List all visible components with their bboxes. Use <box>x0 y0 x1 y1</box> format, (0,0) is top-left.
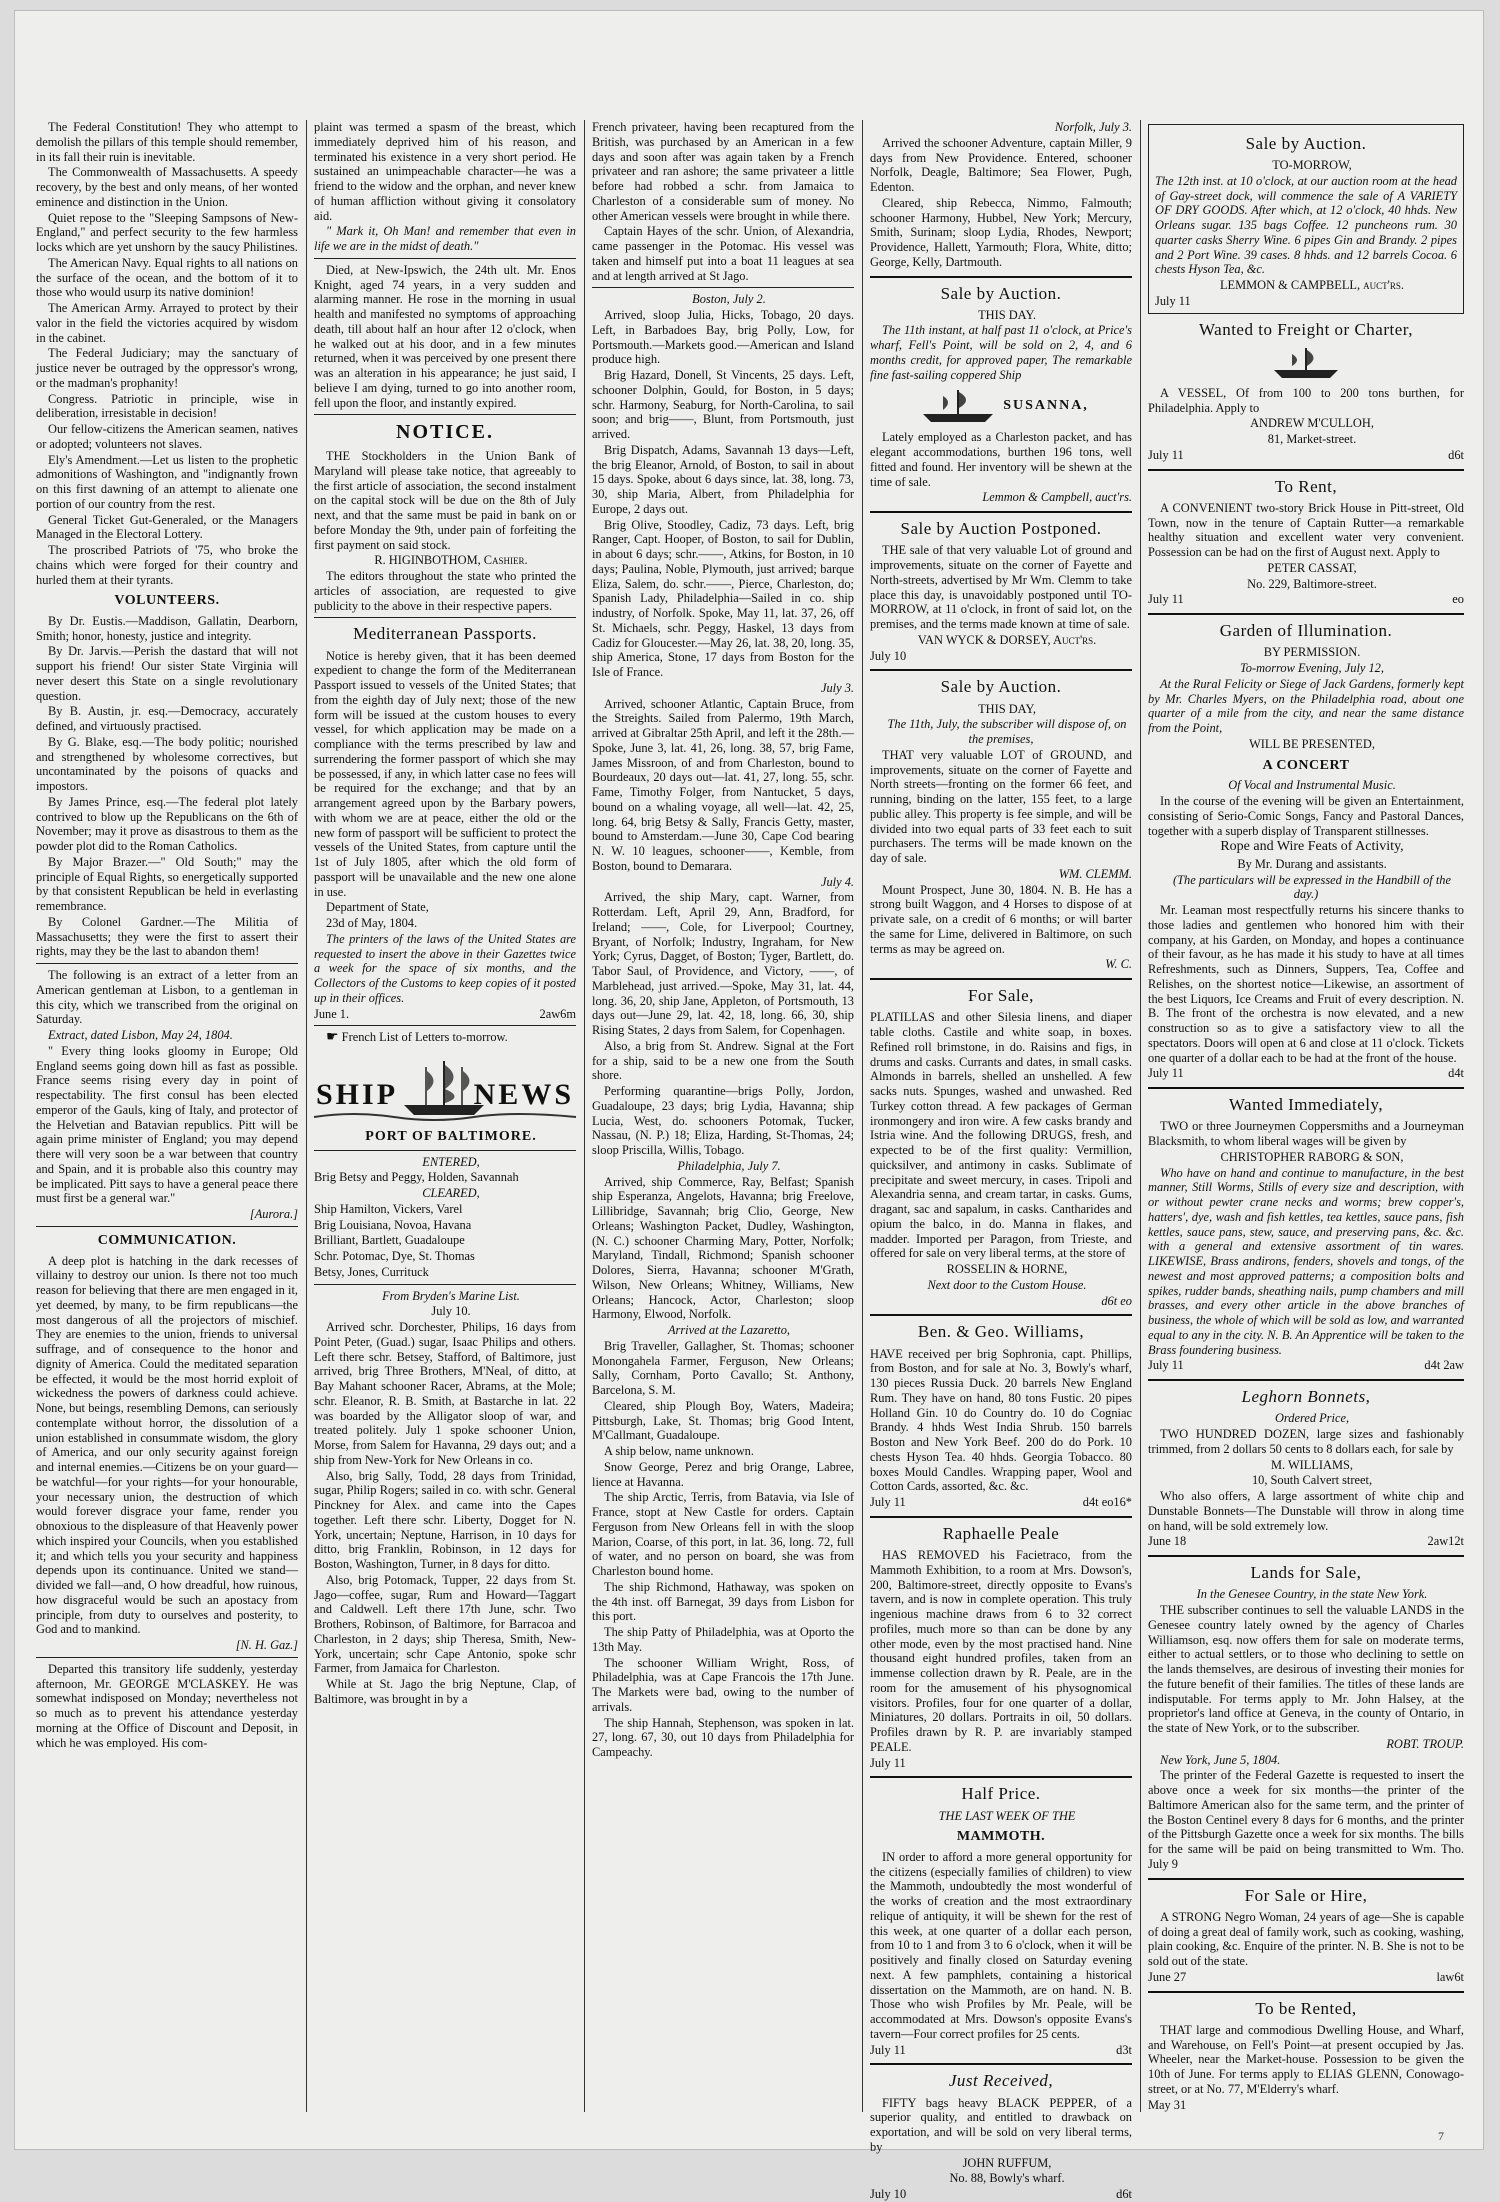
garden-will: WILL BE PRESENTED, <box>1249 736 1375 751</box>
for-sale-signature: ROSSELIN & HORNE, <box>946 1262 1068 1277</box>
half-price-heading: Half Price. <box>961 1784 1041 1804</box>
volunteer-toast: By Dr. Jarvis.—Perish the dastard that will not support his friend! Our sister State Virginia will never desert this State on a single revolutionary question. <box>36 644 298 703</box>
volunteers-heading: VOLUNTEERS. <box>114 593 220 609</box>
banner-news-text: NEWS <box>473 1077 574 1111</box>
notice-heading: NOTICE. <box>396 421 494 444</box>
column-2 <box>314 120 576 2112</box>
ship-news-banner <box>314 1053 576 1123</box>
passports-printers: The printers of the laws of the United States are requested to insert the above in their Gazettes twice a week for the space of six months, and the Collectors of the Customs to keep copies of it posted up in their offices. <box>314 931 576 1005</box>
hire-heading: For Sale or Hire, <box>1244 1885 1368 1905</box>
garden-rope: Rope and Wire Feats of Activity, <box>1220 839 1404 855</box>
mammoth-footer: July 11 d3t <box>870 2042 1132 2057</box>
lands-date: New York, June 5, 1804. <box>1160 1752 1281 1767</box>
entered-heading: ENTERED, <box>422 1154 480 1169</box>
boston-report: Brig Olive, Stoodley, Cadiz, 73 days. Left, brig Ranger, Capt. Hooper, of Boston, to sail for Dublin, in about 6 days; schr.——, Atkins, for Boston, in 10 days; Paulina, Noble, Plymouth, just arrived; barque Eliza, Salem, do. schr.——, Pierce, Charleston, do; Spanish Lady, Philadelphia—Sailed in co. ship industry, of Norfolk. Spoke, May 11, lat. 37, 26, off St. Michaels, schr. Peggy, Haskel, 13 days from Cadiz for Gloucester.—May 26, lat. 38, 20, long. 35, ship America, Stone, 17 days from Boston for the Isle of France. <box>592 517 854 679</box>
auction-heading: Sale by Auction. <box>940 283 1062 303</box>
page-number: 7 <box>1438 2129 1444 2143</box>
notice-signature: R. HIGINBOTHOM, Cashier. <box>374 553 528 568</box>
boston-report: Arrived, the ship Mary, capt. Warner, from Rotterdam. Left, April 29, Ann, Bradford, for Ireland; ——, Cole, for Liverpool; Courtney, Bryant, of Norfolk; Industry, Ingraham, for New York; Cyrus, Dagget, of Boston; Tyger, Bartlett, do. Tabor Saul, of Providence, and Victory, ——, of Marblehead, just arrived.—Spoke, May 31, lat. 44, long. 36, 20, ship Jane, Appleton, of Portsmouth, 13 days out—June 29, lat. 42, 18, long. 66, 30, ship Rising States, 2 days from Salem, for Copenhagen. <box>592 890 854 1037</box>
marine-report: Arrived schr. Dorchester, Philips, 16 days from Point Peter, (Guad.) sugar, Isaac Philips and others. Left there schr. Betsey, Stafford, of Baltimore, just arrived, brig Three Brothers, M'Neal, of ditto, at Bay Mahant schooner Racer, Abrams, at the Mole; schr. Eleanor, R. B. Smith, at Bastarche in lat. 22 was boarded by the Alligator sloop of war, and treated politely. July 1 spoke schooner Union, Morse, from Salem for Havanna, 29 days out; and a ship from New-York for New Orleans in co. <box>314 1320 576 1467</box>
ship-icon <box>870 386 1132 426</box>
rent-body: A CONVENIENT two-story Brick House in Pitt-street, Old Town, now in the tenure of Captain Rutter—a remarkable healthy situation and excellent water very convenient. Possession can be had on the first of August next. Apply to <box>1148 500 1464 560</box>
hannah-report: The ship Hannah, Stephenson, was spoken in lat. 27, long. 67, 30, out 10 days from Philadelphia for Campeachy. <box>592 1715 854 1759</box>
volunteer-toast: By B. Austin, jr. esq.—Democracy, accurately defined, and virtuously practised. <box>36 704 298 734</box>
toast: The Commonwealth of Massachusetts. A speedy recovery, by the best and only means, of her wonted eminence and distinction in the Union. <box>36 165 298 209</box>
boston-report: Also, a brig from St. Andrew. Signal at the Fort for a ship, said to be a new one from the South shore. <box>592 1038 854 1083</box>
communication-source: [N. H. Gaz.] <box>235 1638 298 1653</box>
cleared-report: Cleared, ship Plough Boy, Waters, Madeira; Pittsburgh, Lake, St. Thomas; brig Good Intent, M'Callmant, Guadaloupe. <box>592 1398 854 1443</box>
death-notice: Died, at New-Ipswich, the 24th ult. Mr. Enos Knight, aged 74 years, in a very sudden and alarming manner. He rose in the morning in usual health and manifested no symptoms of approaching death, till about half an hour after 12 o'clock, when he walked out at his door, and in a few minutes returned, when it was perceived by one present there was an alteration in his appearance; he just said, I believe I am dying, turned to go into another room, fell upon the floor, and instantly expired. <box>314 262 576 410</box>
auction-day: TO-MORROW, <box>1272 158 1352 173</box>
philadelphia-heading: Philadelphia, July 7. <box>677 1158 781 1173</box>
column-4 <box>870 120 1132 2202</box>
passports-body: Notice is hereby given, that it has been deemed expedient to change the form of the Mediterranean Passport issued to vessels of the United States; that from the eighth day of July next; those of the new form will be issued at the custom houses to every vessel, for which application may be made on a compliance with the terms prescribed by law and surrendering the former passport of which she may be possessed, if any, in which latter case no fees will be required for the exchange; and that by an arrangement agreed upon by the Barbary powers, with whom we are at peace, either the old or the new form of passport will be sufficient to protect the vessels of the United States, from capture until the 1st of July 1805, after which the old form of passport will be unavailable and the new one alone in use. <box>314 648 576 899</box>
leghorn-body: Who also offers, A large assortment of white chip and Dunstable Bonnets—The Dunstable will throw in along time on hand, will be sold extremely low. <box>1148 1489 1464 1533</box>
lands-body: THE subscriber continues to sell the valuable LANDS in the Genesee country lately owned by the agency of Charles Williamson, esq. now offers them for sale on moderate terms, either to actual settlers, or to those who declining to settle on the lands themselves, are desirous of investing their monies for the future benefit of their families. The titles of these lands are indisputable. For terms apply to Mr. John Halsey, at the proprietor's land office at Geneva, in the county of Ontario, in the state of New York, or to the subscriber. <box>1148 1603 1464 1736</box>
marine-report: Also, brig Sally, Todd, 28 days from Trinidad, sugar, Philip Rogers; sailed in co. with schr. General Pinckney for Alex. and came into the Capes together. Left there schr. Liberty, Dogget for N. York, uncertain; Neptune, Harrison, in 10 days for ditto, brig Franklin, Robinson, in 12 days for Boston, Washington, Turner, in 8 days for ditto. <box>314 1468 576 1572</box>
cleared-item: Schr. Potomac, Dye, St. Thomas <box>314 1249 475 1264</box>
williams-footer: July 11 d4t eo16* <box>870 1495 1132 1510</box>
boston-report: Performing quarantine—brigs Polly, Jordon, Guadaloupe, 23 days; brig Lydia, Havanna; ship Lucia, West, do. schooners Potomak, Tucker, Nassau, (N. P.) 18; Eliza, Harding, St-Thomas, 24; sloop Priscilla, Willis, Tobago. <box>592 1084 854 1157</box>
leghorn-location: 10, South Calvert street, <box>1251 1473 1373 1488</box>
volunteer-toast: By James Prince, esq.—The federal plot lately contrived to blow up the Republicans on the 6th of November; may it prove as disastrous to them as the powder plot did to the Roman Catholics. <box>36 794 298 854</box>
arctic-report: The ship Arctic, Terris, from Batavia, via Isle of France, stopt at New Castle for orders. Captain Ferguson from New Orleans fell in with the sloop Marion, Coarse, of this port, in lat. 36, long. 72, full of water, and no person on board, she was from Charleston bound home. <box>592 1490 854 1578</box>
for-sale-heading: For Sale, <box>968 986 1034 1006</box>
garden-body: Mr. Leaman most respectfully returns his sincere thanks to those ladies and gentlemen who honored him with their company, at his Garden, on Monday, and hopes a continuance of their favour, as he has made it his study to have at all times Refreshments, such as Dinners, Suppers, Tea, Coffee and Relishes, on the shortest notice—Likewise, an assortment of the best Liquors, Ice Creams and Fruit of every description. N. B. The front of the orchestra is now elevated, and a new construction so as to give a satisfactory view to all the spectators. Doors will open at 6 and close at 11 o'clock. Tickets one quarter of a dollar each to be had at the front of the house. <box>1148 903 1464 1065</box>
toast: Quiet repose to the "Sleeping Sampsons of New-England," and perfect security to the few harmless locks which are yet unshorn by the saucy Philistines. <box>36 210 298 254</box>
williams-heading: Ben. & Geo. Williams, <box>917 1322 1085 1342</box>
auction-body: The 11th instant, at half past 11 o'clock, at Price's wharf, Fell's Point, will be sold on 2, 4, and 6 months credit, for approved paper, The remarkable fine fast-sailing coppered Ship <box>870 323 1132 382</box>
boston-report: Arrived, schooner Atlantic, Captain Bruce, from the Streights. Sailed from Palermo, 19th March, arrived at Gibraltar 25th April, and left it the 28th.—Spoke, June 3, lat. 41, 26, long. 38, 57, brig Fame, James Missroon, of and from Charleston, bound to Bourdeaux, 20 days out—lat. 41, 27, long. 55, schr. Fame, Timothy Folger, from Nantucket, 5 days, bound on a whaling voyage, all well—lat. 42, 25, long. 64, brig Betsy & Sally, Francis Getty, master, bound to Amsterdam.—June 30, Cape Cod bearing N. W. 10 leagues, schooner——, Kemble, from Boston, bound to Demarara. <box>592 696 854 873</box>
toast: The Federal Constitution! They who attempt to demolish the pillars of this temple should remember, in its fall their ruin is inevitable. <box>36 120 298 164</box>
volunteer-toast: By Major Brazer.—" Old South;" may the principle of Equal Rights, so energetically supported by that consistent Republican be held in everlasting remembrance. <box>36 854 298 914</box>
cleared-heading: CLEARED, <box>422 1186 480 1201</box>
passports-heading: Mediterranean Passports. <box>353 624 537 644</box>
garden-heading: Garden of Illumination. <box>1219 621 1393 641</box>
peale-heading: Raphaelle Peale <box>942 1523 1060 1543</box>
postponed-heading: Sale by Auction Postponed. <box>900 519 1102 539</box>
auction-box <box>1148 124 1464 314</box>
wanted-heading: Wanted Immediately, <box>1228 1095 1384 1115</box>
volunteer-toast: By Colonel Gardner.—The Militia of Massachusetts; they were the first to assert their rights, may they be the last to abandon them! <box>36 914 298 959</box>
postponed-date: July 10 <box>870 648 907 663</box>
just-received-heading: Just Received, <box>948 2071 1054 2091</box>
boston-report: Arrived, sloop Julia, Hicks, Tobago, 20 days. Left, in Barbadoes Bay, brig Polly, Low, for Portsmouth.—Markets good.—American and Island produce high. <box>592 308 854 367</box>
rented-heading: To be Rented, <box>1255 1998 1357 2018</box>
volunteer-toast: By Dr. Eustis.—Maddison, Gallatin, Dearborn, Smith; honor, honesty, justice and integrity. <box>36 613 298 643</box>
hayes-report: Captain Hayes of the schr. Union, of Alexandria, came passenger in the Potomac. His vessel was taken and himself put into a boat 11 leagues at sea and at length arrived at St Jago. <box>592 224 854 283</box>
lazaretto-heading: Arrived at the Lazaretto, <box>667 1323 791 1337</box>
garden-by: By Mr. Durang and assistants. <box>1237 856 1387 871</box>
auction-code: W. C. <box>1105 957 1132 972</box>
marine-report: Also, brig Potomack, Tupper, 22 days from St. Jago—coffee, sugar, Rum and Howard—Taggart and Caldwell. Left there 17th June, schr. Two Brothers, Robinson, of Baltimore, for Barracoa and Charleston, in 2 days; ship Theresa, Smith, New-York, uncertain; schr Cape Antonio, spoke schr Farmer, from Jamaica for Charleston. <box>314 1572 576 1676</box>
postponed-signature: VAN WYCK & DORSEY, Auct'rs. <box>917 632 1097 647</box>
garden-body: In the course of the evening will be given an Entertainment, consisting of Serio-Comic Songs, Fancy and Pastoral Dances, together with a superb display of Transparent stillnesses. <box>1148 794 1464 838</box>
postponed-body: THE sale of that very valuable Lot of ground and improvements, situate on the corner of Fayette and North-streets, advertised by Mr Wm. Clemm to take place this day, is unavoidably postponed until TO-MORROW, at 11 o'clock, in front of said lot, on the premises, and the terms made known at time of sale. <box>870 543 1132 632</box>
lisbon-letter: " Every thing looks gloomy in Europe; Old England seems going down hill as fast as possible. France seems rising every day in point of respectability. The first consul has been elected emperor of the Gauls, king of Italy, and protector of the Helvetian and Batavian republics. Pitt will be again prime minister of England; you may depend there will very soon be a war between that country and Spain, and it is probable also this country may be implicated. Pitt says to have a general peace there must first be a general war." <box>36 1043 298 1206</box>
auction-date: July 11 <box>1155 293 1191 308</box>
rented-body: THAT large and commodious Dwelling House, and Wharf, and Warehouse, on Fell's Point—at present occupied by Jas. Wheeler, near the Market-house. Possession to be given the 10th of June. For terms apply to ELIAS GLENN, Conowago-street, or at No. 77, M'Elderry's wharf. <box>1148 2022 1464 2096</box>
for-sale-location: Next door to the Custom House. <box>927 1277 1087 1292</box>
freight-body: A VESSEL, Of from 100 to 200 tons burthen, for Philadelphia. Apply to <box>1148 385 1464 415</box>
toast: General Ticket Gut-Generaled, or the Managers Managed in the Electoral Lottery. <box>36 512 298 542</box>
entered-list: Brig Betsy and Peggy, Holden, Savannah <box>314 1170 519 1185</box>
obituary-verse: " Mark it, Oh Man! and remember that even in life we are in the midst of death." <box>314 224 576 253</box>
freight-heading: Wanted to Freight or Charter, <box>1198 319 1414 339</box>
wanted-body: Who have on hand and continue to manufacture, in the best manner, Still Worms, Stills of every size and description, with or without pewter crane necks and worms; brew copper's, hatters', dye, wash and fish kettles, tea kettles, sauce pans, fish kettles, sauce pans, stew, sauce, and preserving pans, &c. &c. with a general and extensive assortment of tin wares. LIKEWISE, Brass andirons, fenders, shovels and tongs, of the newest and most approved patterns; a composition bolts and spikes, rudder bands, sheathing nails, pump chambers and mill brasses, and every other article in the above branches of business, the whole of which will be sold as low, and warranted equal to any in the city. N. B. An Apprentice will be taken to the Brass foundering business. <box>1148 1165 1464 1357</box>
boston-report: Brig Hazard, Donell, St Vincents, 25 days. Left, schooner Dolphin, Gould, for Boston, in 5 days; schr. Harmony, Seaburg, for North-Carolina, to sail soon; and brig——, Blunt, from Portsmouth, just arrived. <box>592 368 854 441</box>
cleared-item: Ship Hamilton, Vickers, Varel <box>314 1201 463 1216</box>
auction-signature: WM. CLEMM. <box>1058 866 1132 881</box>
cleared-item: Brilliant, Bartlett, Guadaloupe <box>314 1233 465 1248</box>
toast: Congress. Patriotic in principle, wise in deliberation, irresistable in decision! <box>36 391 298 421</box>
notice-note: The editors throughout the state who printed the articles of association, are requested to give publicity to the above in their respective papers. <box>314 569 576 613</box>
auction-lead: The 11th, July, the subscriber will dispose of, on the premises, <box>887 717 1127 747</box>
peale-body: HAS REMOVED his Facietraco, from the Mammoth Exhibition, to a room at Mrs. Dowson's, 200, Baltimore-street, directly opposite to Evans's tavern, and is now in complete operation. This truly ingenious machine draws from 6 to 32 correct profiles, much more so than can be done by any other mode, even by the most practised hand. Nine thousand eight hundred profiles, taken from an immense collection drawn by R. Peale, are in the room for the amusement of his physognomical visitors. Profiles, four for one quarter of a dollar, Miniatures, 20 dollars. Portraits in oil, 50 dollars. Profiles drawn by R. P. are invariably stamped PEALE. <box>870 1548 1132 1754</box>
cleared-item: Betsy, Jones, Currituck <box>314 1264 429 1279</box>
leghorn-heading: Leghorn Bonnets, <box>1241 1387 1371 1407</box>
passports-date: 23d of May, 1804. <box>326 916 418 931</box>
pepper-signature: JOHN RUFFUM, <box>962 2155 1052 2170</box>
rent-location: No. 229, Baltimore-street. <box>1247 576 1377 591</box>
ship-name: SUSANNA, <box>1003 398 1089 414</box>
for-sale-list: PLATILLAS and other Silesia linens, and diaper table cloths. Castile and white soap, in boxes. Refined roll brimstone, in do. Raisins and figs, in drums and casks. Currants and dates, in small casks. Almonds in barrels, shelled an unshelled. A few sacks nuts. Spunges, washed and unwashed. Red Turkey cotton thread. A few packages of German ironmongery and iron wire. A few casks brandy and Istria wine. And the following DRUGS, fresh, and expected to be of the first quality: Vermillion, quicksilver, and antimony in casks. Sublimate of precipitate and sweet mercury, in cases. Tripoli and Alexandria senna, and cream tartar, in casks. Gums, dragant, sac and sapalum, in casks. Cantharides and opium the balco, in do. Manna in flakes, and madder. Imported per Paragon, from Trieste, and offered for sale on very liberal terms, at the store of <box>870 1010 1132 1261</box>
mammoth-title: MAMMOTH. <box>956 1829 1046 1845</box>
auction-body: Lately employed as a Charleston packet, and has elegant accommodations, burthen 196 tons, well fitted and found. Her inventory will be shewn at the time of sale. <box>870 430 1132 489</box>
marine-list-heading: From Bryden's Marine List. <box>382 1288 520 1303</box>
privateer-report: French privateer, having been recaptured from the British, was purchased by an American in a few days and soon after was again taken by a French privateer and ran ashore; the same privateer a little before had robbed a schr. from Jamaica to Charleston of a considerable sum of money. No other American vessels were brought in while there. <box>592 120 854 223</box>
rent-footer: July 11 eo <box>1148 592 1464 607</box>
column-5 <box>1148 120 1464 2112</box>
auction-body: The 12th inst. at 10 o'clock, at our auction room at the head of Gay-street dock, will commence the sale of A VARIETY OF DRY GOODS. After which, at 12 o'clock, 40 hhds. New Orleans sugar. 135 bags Coffee. 12 puncheons rum. 30 quarter casks Sherry Wine. 6 pipes Gin and Brandy. 2 pipes and 2 Port Wine. 39 cases. 8 hhds. and 12 barrels Cocoa. 6 chests Hyson Tea, &c. <box>1155 173 1457 277</box>
snow-report: Snow George, Perez and brig Orange, Labree, lience at Havanna. <box>592 1459 854 1489</box>
auction-heading: Sale by Auction. <box>940 677 1062 697</box>
boston-date: July 4. <box>820 874 854 889</box>
toast: Ely's Amendment.—Let us listen to the prophetic admonitions of Washington, and "indignantly frown on this first dawning of an attempt to alienate one portion of our country from the rest. <box>36 452 298 511</box>
lands-sub: In the Genesee Country, in the state New York. <box>1196 1587 1428 1602</box>
lisbon-intro: The following is an extract of a letter from an American gentleman at Lisbon, to a gentleman in this city, which we transcribed from the original on Saturday. <box>36 968 298 1027</box>
norfolk-report: Arrived the schooner Adventure, captain Miller, 9 days from New Providence. Entered, schooner Norfolk, Deagle, Baltimore; Sea Flower, Pugh, Edenton. <box>870 135 1132 194</box>
mammoth-body: IN order to afford a more general opportunity for the citizens (especially families of children) to view the Mammoth, undoubtedly the most wonderful of the works of creation and the most extraordinary relique of antiquity, it will be shewn for the rest of this week, at one quarter of a dollar each person, from 10 to 1 and from 3 to 6 o'clock, when it will be positively and finally closed on Saturday evening next. A few pamphlets, containing a historical dissertation on the Mammoth, are on hand. N. B. Those who wish Profiles by Mr. Peale, will be accommodated at Mrs. Dowson's opposite Evans's tavern—Four correct profiles for 25 cents. <box>870 1849 1132 2041</box>
boston-date: July 3. <box>820 680 854 695</box>
rented-date: May 31 <box>1148 2097 1187 2112</box>
lisbon-source: [Aurora.] <box>249 1207 298 1222</box>
peale-date: July 11 <box>870 1755 906 1770</box>
communication-body: A deep plot is hatching in the dark recesses of villainy to destroy our union. Is there not too much reason for believing that there are men engaged in it, yet deemed, by many, to be firm republicans—the most dangerous of all the projectors of mischief. They are enemies to the union, friends to universal suffrage, and of consequence to the honor and dignity of America. Could the meditated separation be effected, it would be the most horrid exploit of wickedness the powers of darkness could achieve. None, but beings, resembling Demons, can seriously contemplate without horror, the dissolution of a union established in consummate wisdom, the glory of America, and our only security against foreign and internal enemies.—Citizens be on your guard—be watchful—for your rights—for your honourable, your necessary union, the destruction of which would forever disgrace your fame, render you obnoxious to the displeasure of that Heavenly power which inspired your Councils, when you established it; and which tells you your security and happiness depends upon its continuance. United we stand—divided we fall—and, O how dreadful, how ruinous, how disgraceful would be such an apostacy from principle, from duty to ourselves and posterity, to God and to mankind. <box>36 1253 298 1637</box>
pepper-location: No. 88, Bowly's wharf. <box>949 2171 1065 2186</box>
williams-body: HAVE received per brig Sophronia, capt. Phillips, from Boston, and for sale at No. 3, Bowly's wharf, 130 pieces Russia Duck. 20 barrels New England Rum. They have on hand, 80 tons Fustic. 20 pipes Holland Gin. 10 do Country do. 10 do Cogniac Brandy. 4 hhds West India Shrub. 150 barrels Boston and New York Beef. 200 do do Pork. 10 chests Hyson Tea. 40 hhds. Georgia Tobacco. 80 boxes Mould Candles. Wrapping paper, Wool and Cotton Cards, assorted, &c. &c. <box>870 1346 1132 1494</box>
lands-signature: ROBT. TROUP. <box>1386 1736 1464 1751</box>
pepper-body: FIFTY bags heavy BLACK PEPPER, of a superior quality, and entitled to drawback on exportation, and will be sold on very liberal terms, by <box>870 2095 1132 2154</box>
pointing-hand-icon: ☛ <box>326 1030 339 1046</box>
obituary-continued: plaint was termed a spasm of the breast, which immediately deprived him of his reason, and terminated his existence in a very short period. He sustained an unimpeachable character—he was a friend to the widow and the orphan, and never knew of human affliction without giving it consolatory aid. <box>314 120 576 223</box>
ship-below: A ship below, name unknown. <box>604 1444 754 1458</box>
garden-location: At the Rural Felicity or Siege of Jack Gardens, formerly kept by Mr. Charles Myers, on the Philadelphia road, about one quarter of a mile from the city, and near the same distance from the Point, <box>1148 676 1464 736</box>
rent-heading: To Rent, <box>1274 476 1338 496</box>
toast: Our fellow-citizens the American seamen, natives or adopted; volunteers not slaves. <box>36 422 298 451</box>
half-price-sub: THE LAST WEEK OF THE <box>938 1808 1076 1823</box>
auction-note: Mount Prospect, June 30, 1804. N. B. He has a strong built Waggon, and 4 Horses to dispose of at private sale, on a credit of 6 months; or will barter the same for Lime, delivered in Baltimore, on such terms as may be agreed on. <box>870 882 1132 956</box>
philadelphia-report: Arrived, ship Commerce, Ray, Belfast; Spanish ship Esperanza, Angelots, Havanna; brig Freelove, Lillibridge, Savannah; brig Clio, George, New Orleans; Washington Packet, Dudley, Washington, (N. C.) schooner Charming Mary, Potter, Norfolk; Maryland, Tindall, Richmond; Spanish schooner Dolores, Sierra, Havanna; schooner M'Grath, Wilson, New Orleans; Whitney, Williams, New Orleans; Hancock, Actor, Charleston; sloop Harmony, Elwood, Norfolk. <box>592 1174 854 1322</box>
wanted-signature: CHRISTOPHER RABORG & SON, <box>1220 1149 1404 1164</box>
column-3 <box>592 120 854 2112</box>
volunteer-toast: By G. Blake, esq.—The body politic; nourished and strengthened by wholesome correctives, but uncontaminated by the poisons of quacks and impostors. <box>36 734 298 794</box>
richmond-report: The ship Richmond, Hathaway, was spoken on the 4th inst. off Barnegat, 39 days from Lisbon for this port. <box>592 1579 854 1624</box>
notice-body: THE Stockholders in the Union Bank of Maryland will please take notice, that agreeably to the first article of association, the second instalment on the capital stock will be due on the 8th of July next, and that the same must be paid in bank on or before Monday the 9th, under pain of forfeiting the first payment on said stock. <box>314 449 576 552</box>
garden-particulars: (The particulars will be expressed in the Handbill of the day.) <box>1173 872 1451 902</box>
norfolk-report: Cleared, ship Rebecca, Nimmo, Falmouth; schooner Harmony, Hubbel, New York; Mercury, Smith, Surinam; sloop Lydia, Rhodes, Newport; Providence, Hallett, Yarmouth; Flora, White, ditto; George, Kelly, Dartmouth. <box>870 195 1132 269</box>
passports-footer: June 1. 2aw6m <box>314 1006 576 1021</box>
freight-signature: ANDREW M'CULLOH, <box>1250 416 1374 431</box>
auction-day: THIS DAY, <box>978 701 1036 716</box>
communication-heading: COMMUNICATION. <box>97 1232 237 1248</box>
for-sale-code: d6t eo <box>1101 1293 1132 1308</box>
toast: The American Navy. Equal rights to all nations on the surface of the ocean, and the bottom of it to those who would usurp its native dominion! <box>36 255 298 300</box>
hire-body: A STRONG Negro Woman, 24 years of age—She is capable of doing a great deal of family work, such as cooking, washing, plain cooking, &c. Enquire of the printer. N. B. She is not to be sold out of the state. <box>1148 1909 1464 1969</box>
boston-report: Brig Dispatch, Adams, Savannah 13 days—Left, the brig Eleanor, Arnold, of Boston, to sail in about 15 days. Spoke, about 6 days since, lat. 38, long. 73, 30, ship Maria, Albert, from Philadelphia for Europe, 2 days out. <box>592 442 854 516</box>
newspaper-page <box>14 10 1484 2202</box>
leghorn-signature: M. WILLIAMS, <box>1270 1457 1354 1472</box>
auction-day: THIS DAY. <box>978 307 1036 322</box>
concert-title: A CONCERT <box>1262 757 1350 773</box>
marine-date: July 10. <box>431 1304 471 1319</box>
garden-date: To-morrow Evening, July 12, <box>1240 661 1384 676</box>
leghorn-body: TWO HUNDRED DOZEN, large sizes and fashionably trimmed, from 2 dollars 50 cents to 8 dollars each, for sale by <box>1148 1427 1464 1456</box>
lazaretto-report: Brig Traveller, Gallagher, St. Thomas; schooner Monongahela Farmer, Ferguson, New Orleans; Sally, Cornham, Porto Cavallo; St. Anthony, Barcelona, S. M. <box>592 1338 854 1397</box>
toast: The proscribed Patriots of '75, who broke the chains which were forged for their country and hurled them at their tyrants. <box>36 543 298 587</box>
toast: The American Army. Arrayed to protect by their valor in the field the victories acquired by wisdom in the cabinet. <box>36 301 298 345</box>
obituary: Departed this transitory life suddenly, yesterday afternoon, Mr. GEORGE M'CLASKEY. He was somewhat indisposed on Monday; nevertheless not so much as to prevent his attendance yesterday morning at the Office of Discount and Deposit, in which he was employed. His com- <box>36 1661 298 1750</box>
auction-heading: Sale by Auction. <box>1245 134 1367 153</box>
auction-body: THAT very valuable LOT of GROUND, and improvements, situate on the corner of Fayette and North streets—fronting on the former 66 feet, and running, binding on the latter, 155 feet, to a large public alley. This property is fee simple, and will be divided into two equal parts of 33 feet each to suit purchasers. The terms will be made known on the day of sale. <box>870 747 1132 866</box>
garden-permission: BY PERMISSION. <box>1263 645 1361 660</box>
pepper-footer: July 10 d6t <box>870 2187 1132 2202</box>
hire-footer: June 27 law6t <box>1148 1969 1464 1984</box>
leghorn-sub: Ordered Price, <box>1274 1411 1350 1426</box>
freight-footer: July 11 d6t <box>1148 447 1464 462</box>
concert-subtitle: Of Vocal and Instrumental Music. <box>1228 778 1396 793</box>
freight-location: 81, Market-street. <box>1267 432 1357 447</box>
garden-footer: July 11 d4t <box>1148 1066 1464 1081</box>
lands-note: The printer of the Federal Gazette is requested to insert the above once a week for six months—the printer of the Baltimore American also for the same term, and the printer of the Boston Centinel every 8 days for 6 months, and the printer of the Pittsburgh Gazette once a week for six months. The bills for the same will be paid on being transmitted to Wm. Tho. July 9 <box>1148 1768 1464 1871</box>
column-1 <box>36 120 298 2112</box>
ship-icon <box>1148 344 1464 382</box>
norfolk-heading: Norfolk, July 3. <box>1054 120 1132 134</box>
cleared-item: Brig Louisiana, Novoa, Havana <box>314 1217 472 1232</box>
port-heading: PORT OF BALTIMORE. <box>365 1128 537 1144</box>
auction-signature: LEMMON & CAMPBELL, auct'rs. <box>1219 278 1405 293</box>
toast: The Federal Judiciary; may the sanctuary of justice never be outraged by the oppressor's wrong, or the madman's prophanity! <box>36 346 298 390</box>
auction-signature: Lemmon & Campbell, auct'rs. <box>982 490 1132 505</box>
wanted-body: TWO or three Journeymen Coppersmiths and a Journeyman Blacksmith, to whom liberal wages will be given by <box>1148 1119 1464 1149</box>
french-letters: ☛ French List of Letters to-morrow. <box>326 1030 508 1046</box>
rent-signature: PETER CASSAT, <box>1267 560 1357 575</box>
wanted-footer: July 11 d4t 2aw <box>1148 1358 1464 1373</box>
boston-heading: Boston, July 2. <box>692 292 766 307</box>
banner-ship-text: SHIP <box>316 1077 399 1111</box>
lisbon-date: Extract, dated Lisbon, May 24, 1804. <box>48 1028 233 1043</box>
wright-report: The schooner William Wright, Ross, of Philadelphia, was at Cape Francois the 17th June. The Markets were bad, owing to the number of arrivals. <box>592 1655 854 1714</box>
patty-report: The ship Patty of Philadelphia, was at Oporto the 13th May. <box>592 1625 854 1654</box>
passports-department: Department of State, <box>326 900 429 915</box>
marine-report: While at St. Jago the brig Neptune, Clap, of Baltimore, was brought in by a <box>314 1677 576 1706</box>
leghorn-footer: June 18 2aw12t <box>1148 1534 1464 1549</box>
lands-heading: Lands for Sale, <box>1250 1563 1362 1583</box>
